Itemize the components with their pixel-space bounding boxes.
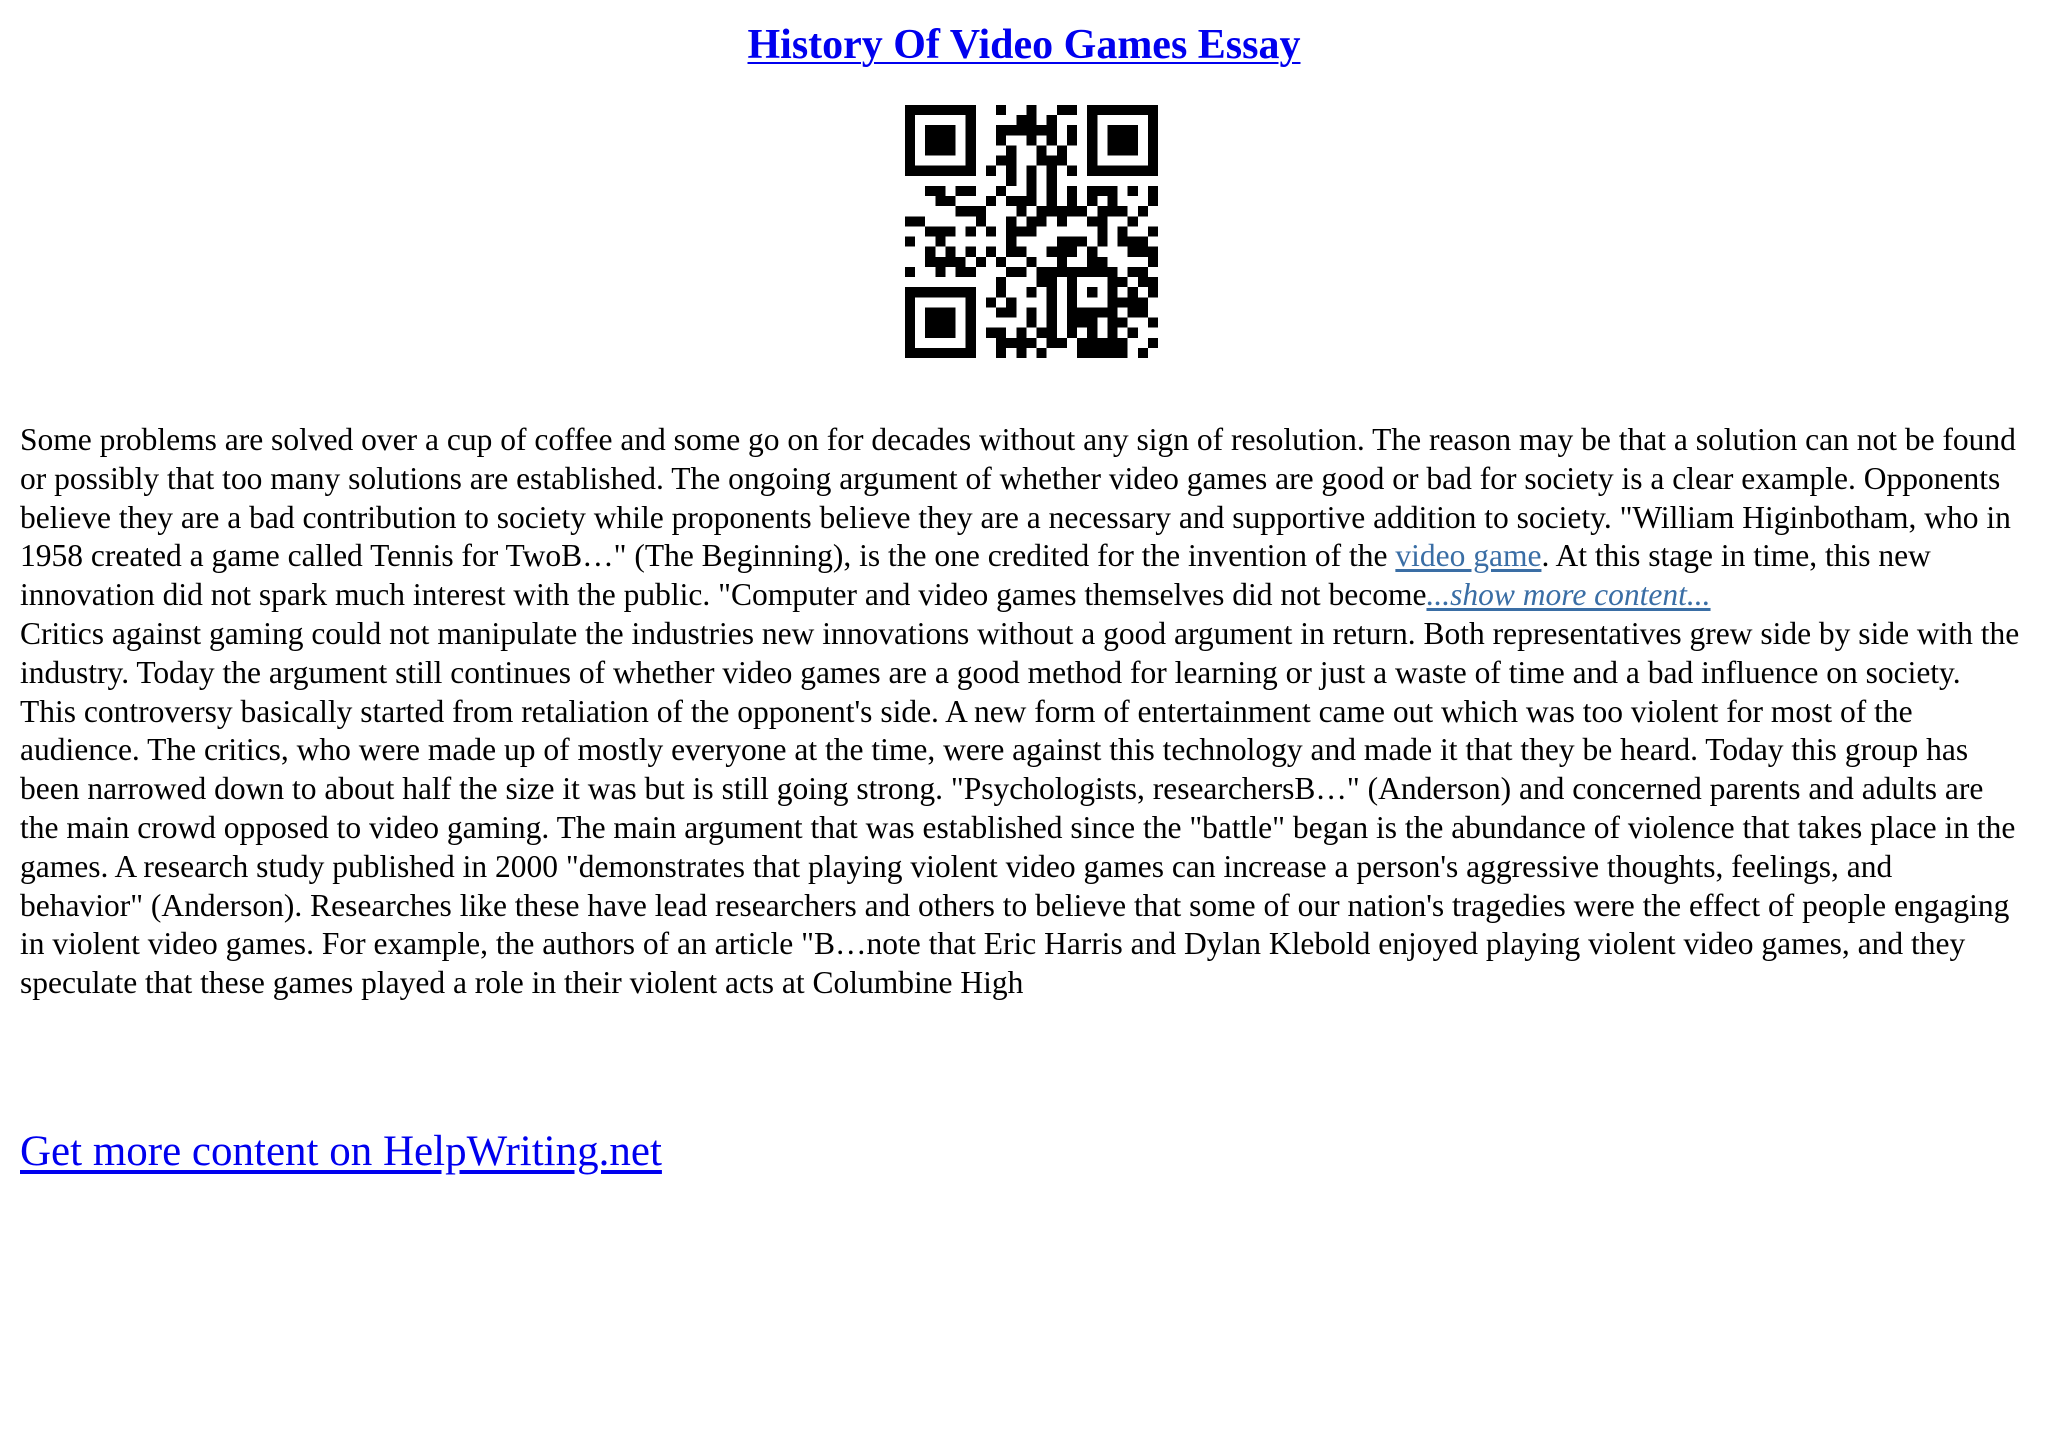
essay-paragraph-2: Critics against gaming could not manipulate the industries new innovations without a good argument in return. Both representatives grew side by side with the industry. Today the argument still continues of whether video games are a good method for learning or just a waste of time and a bad influence on society. This controversy basically started from retaliation of the opponent's side. A new form of entertainment came out which was too violent for most of the audience. The critics, who were made up of mostly everyone at the time, were against this technology and made it that they be heard. Today this group has been narrowed down to about half the size it was but is still going strong. "Psychologists, researchersB…" (Anderson) and concerned parents and adults are the main crowd opposed to video gaming. The main argument that was established since the "battle" began is the abundance of violence that takes place in the games. A research study published in 2000 "demonstrates that playing violent video games can increase a person's aggressive thoughts, feelings, and behavior" (Anderson). Researches like these have lead researchers and others to believe that some of our nation's tragedies were the effect of people engaging in violent video games. For example, the authors of an article "B…note that Eric Harris and Dylan Klebold enjoyed playing violent video games, and they speculate that these games played a role in their violent acts at Columbine High — [20, 615, 2020, 1001]
essay-body — [20, 421, 2020, 1003]
qr-code-icon — [905, 105, 1158, 358]
title-link[interactable]: History Of Video Games Essay — [747, 22, 1301, 68]
page-title — [0, 18, 2048, 72]
paragraph-1-text: Some problems are solved over a cup of coffee and some go on for decades without any sign of resolution. The reason may be that a solution can not be found or possibly that too many solutions are established. The ongoing argument of whether video games are good or bad for society is a clear example. Opponents believe they are a bad contribution to society while proponents believe they are a necessary and supportive addition to society. "William Higinbotham, who in 1958 created a game called Tennis for TwoB…" (The Beginning), is the one credited for the invention of the — [20, 422, 2016, 574]
essay-paragraph-1 — [20, 421, 2020, 615]
paragraph-1-text-continued: . At this stage in time, this new innovation did not spark much interest with the public. "Computer and video games themselves did not become — [20, 538, 1931, 613]
video-game-link[interactable]: video game — [1395, 538, 1542, 574]
get-more-content — [20, 1124, 662, 1180]
get-more-content-link[interactable]: Get more content on HelpWriting.net — [20, 1128, 662, 1175]
show-more-link[interactable]: ...show more content... — [1426, 577, 1711, 613]
